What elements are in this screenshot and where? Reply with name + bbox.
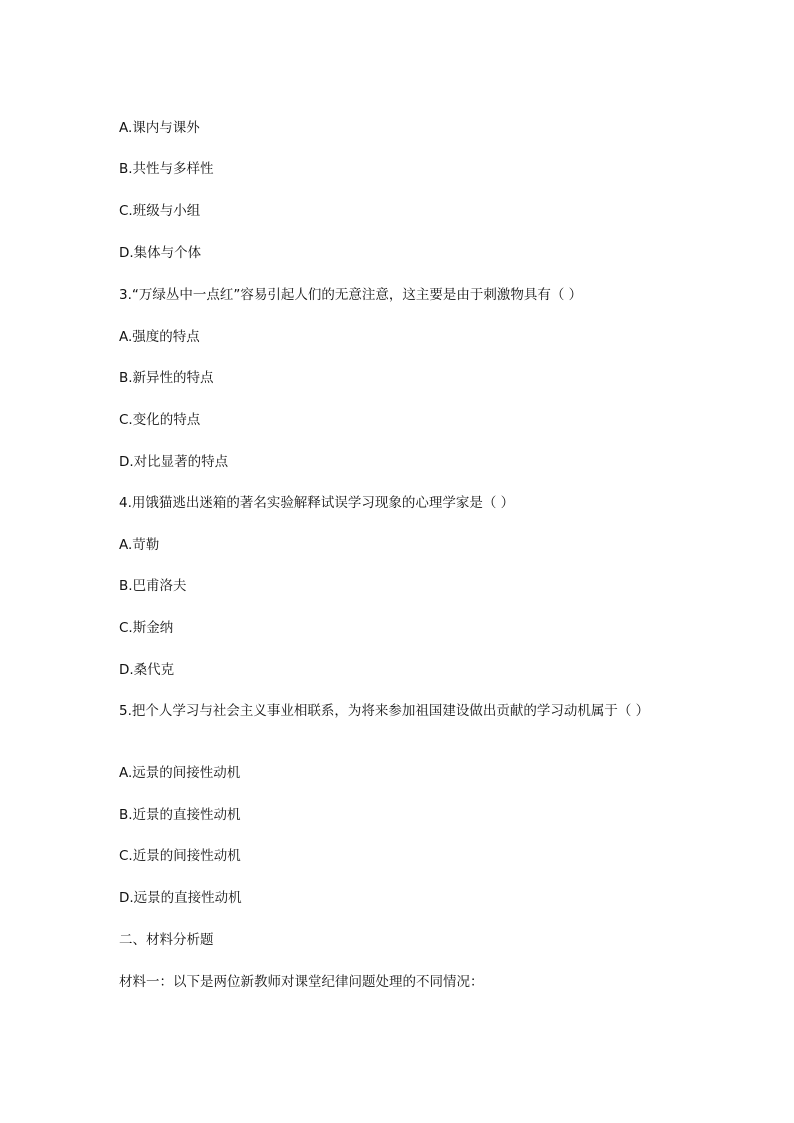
q2-option-d: D.集体与个体 xyxy=(119,245,202,261)
q3-option-d: D.对比显著的特点 xyxy=(119,454,229,470)
q3-option-c: C.变化的特点 xyxy=(119,412,201,428)
question-3: 3.“万绿丛中一点红”容易引起人们的无意注意，这主要是由于刺激物具有（ ） xyxy=(119,287,583,303)
q2-option-a: A.课内与课外 xyxy=(119,120,200,136)
q5-option-b: B.近景的直接性动机 xyxy=(119,807,241,823)
question-5: 5.把个人学习与社会主义事业相联系，为将来参加祖国建设做出贡献的学习动机属于（ ） xyxy=(119,703,650,719)
q5-option-a: A.远景的间接性动机 xyxy=(119,765,241,781)
q4-option-d: D.桑代克 xyxy=(119,662,175,678)
material-one-intro: 材料一：以下是两位新教师对课堂纪律问题处理的不同情况： xyxy=(119,974,484,990)
question-4: 4.用饿猫逃出迷箱的著名实验解释试误学习现象的心理学家是（ ） xyxy=(119,495,515,511)
q3-option-b: B.新异性的特点 xyxy=(119,370,214,386)
q5-option-c: C.近景的间接性动机 xyxy=(119,848,241,864)
q3-option-a: A.强度的特点 xyxy=(119,329,200,345)
q2-option-c: C.班级与小组 xyxy=(119,203,201,219)
q4-option-a: A.苛勒 xyxy=(119,537,160,553)
q2-option-b: B.共性与多样性 xyxy=(119,161,214,177)
section-heading: 二、材料分析题 xyxy=(119,932,214,948)
q4-option-c: C.斯金纳 xyxy=(119,620,174,636)
q5-option-d: D.远景的直接性动机 xyxy=(119,890,242,906)
q4-option-b: B.巴甫洛夫 xyxy=(119,578,187,594)
